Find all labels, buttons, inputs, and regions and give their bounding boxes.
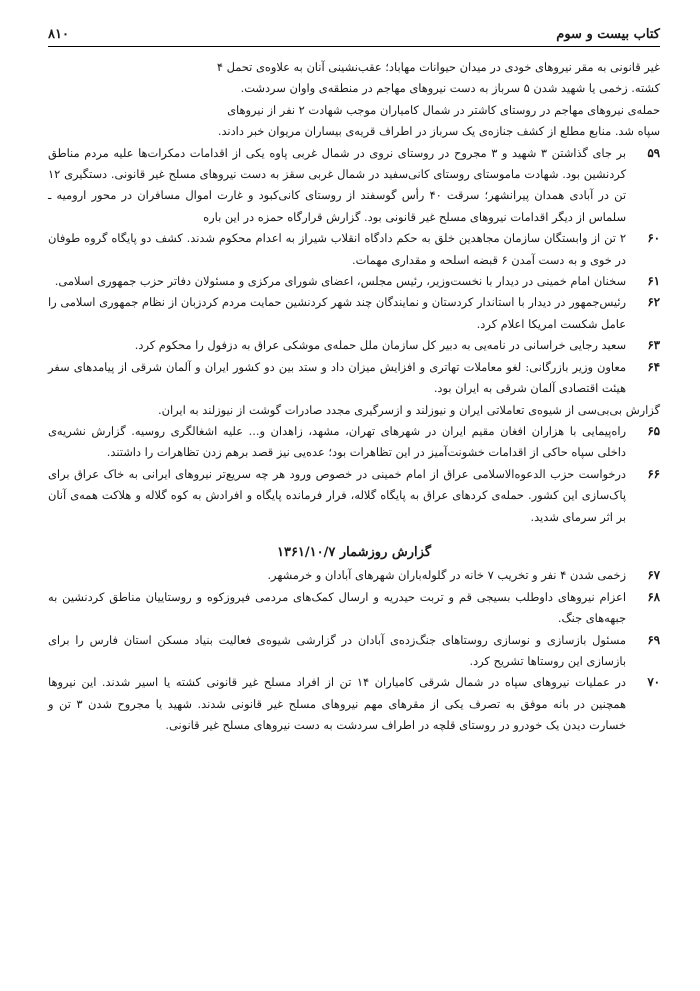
document-page xyxy=(48,18,660,737)
intro-line: کشته. زخمی یا شهید شدن ۵ سرباز به دست نیروهای مهاجم در منطقه‌ی واوان سردشت. xyxy=(240,81,660,96)
entry-number: ۵۹ xyxy=(647,145,660,160)
page-header xyxy=(48,18,660,47)
entry-number: ۶۳ xyxy=(647,338,660,353)
entry-number: ۶۲ xyxy=(647,295,660,310)
entry-65 xyxy=(48,421,660,464)
entry-64 xyxy=(48,357,660,400)
entry-62 xyxy=(48,292,660,335)
section-title: گزارش روزشمار ۱۳۶۱/۱۰/۷ xyxy=(276,544,432,560)
entry-text: سخنان امام خمینی در دیدار با نخست‌وزیر، رئیس مجلس، اعضای شورای مرکزی و مسئولان دفاتر حزب جمهوری اسلامی. xyxy=(54,274,626,289)
entry-60 xyxy=(48,228,660,271)
entry-63 xyxy=(48,335,660,356)
entry-text: رئیس‌جمهور در دیدار با استاندار کردستان و نمایندگان چند شهر کردنشین حمایت مردم کردزبان از نظام جمهوری اسلامی را عامل شکست امریکا اعلام کرد. xyxy=(48,295,626,331)
entry-text: معاون وزیر بازرگانی: لغو معاملات تهاتری و افزایش میزان داد و ستد بین دو کشور ایران و آلمان شرقی از پیامدهای سفر هیئت اقتصادی آلمان شرقی به ایران بود. xyxy=(48,359,626,396)
entry-61 xyxy=(48,271,660,292)
intro-paragraph xyxy=(48,57,660,143)
entry-text: مسئول بازسازی و نوسازی روستاهای جنگ‌زده‌ی آبادان در گزارشی شیوه‌ی فعالیت بنیاد مسکن استان فارس را برای بازسازی این روستاها تشریح کرد. xyxy=(48,632,626,668)
entry-text: زخمی شدن ۴ نفر و تخریب ۷ خانه در گلوله‌باران شهرهای آبادان و خرمشهر. xyxy=(267,568,626,583)
entry-59 xyxy=(48,143,660,229)
entry-text: راه‌پیمایی با هزاران افغان مقیم ایران در شهرهای تهران، مشهد، زاهدان و... علیه اشغالگری روسیه. گزارش نشریه‌ی داخلی سپاه حاکی از اقدامات خشونت‌آمیز در این تظاهرات بود؛ عده‌یی نیز قصد برهم زدن تظاهرات را داشتند. xyxy=(48,423,626,460)
entry-number: ۶۵ xyxy=(647,423,660,438)
entry-number: ۶۱ xyxy=(647,274,660,289)
entry-67 xyxy=(48,565,660,586)
entry-text: در عملیات نیروهای سپاه در شمال شرقی کامیاران ۱۴ تن از افراد مسلح غیر قانونی کشته یا اسیر شدند. این نیروها همچنین در بانه موفق به تصرف یکی از مقرهای مهم نیروهای مسلح غیر قانونی شدند. شهید یا مجروح شدن ۳ تن و خسارت دیدن یک خودرو در روستای قلچه در اطراف سردشت به دست نیروهای مسلح غیر قانونی. xyxy=(48,675,626,733)
entry-number: ۶۰ xyxy=(647,231,660,246)
book-title: کتاب بیست و سوم xyxy=(556,27,660,42)
entry-text: درخواست حزب الدعوه‌الاسلامی عراق از امام خمینی در خصوص ورود هر چه سریع‌تر نیروهای ایرانی به خاک عراق برای پاک‌سازی این کشور. حمله‌ی کردهای عراق به پایگاه گلاله، فرار فرمانده پایگاه و افرادش به کوه گلاله و هلاکت همه‌ی آنان بر اثر سرمای شدید. xyxy=(48,466,626,524)
entry-number: ۶۷ xyxy=(647,568,660,583)
intro-line: سپاه شد. منابع مطلع از کشف جنازه‌ی یک سرباز در اطراف قریه‌ی بیساران مریوان خبر دادند. xyxy=(217,124,660,139)
entry-number: ۷۰ xyxy=(647,675,660,690)
intro-line: غیر قانونی به مقر نیروهای خودی در میدان حیوانات مهاباد؛ عقب‌نشینی آنان به علاوه‌ی تحمل ۴ xyxy=(216,60,660,74)
entry-text: بر جای گذاشتن ۳ شهید و ۳ مجروح در روستای نروی در شمال غربی پاوه یکی از اقدامات دمکرات‌ها علیه مردم مناطق کردنشین بود. شهادت ماموستای روستای کانی‌سفید در شمال غربی سقز به دست نیروهای مسلح غیر قانونی. دستگیری ۱۲ تن در آبادی همدان پیرانشهر؛ سرقت ۴۰ رأس گوسفند از روستای کانی‌کبود و غارت اموال مسافران در محور ارومیه ـ سلماس از دیگر اقدامات نیروهای مسلح غیر قانونی بود. گزارش قرارگاه حمزه در این باره xyxy=(48,145,627,224)
entry-66 xyxy=(48,464,660,528)
entry-text: ۲ تن از وابستگان سازمان مجاهدین خلق به حکم دادگاه انقلاب شیراز به اعدام محکوم شدند. کشف دو پایگاه گروه طوفان در خوی و به دست آمدن ۶ قبضه اسلحه و مقداری مهمات. xyxy=(48,231,626,267)
page-body xyxy=(48,57,660,737)
entry-69 xyxy=(48,630,660,673)
bbc-report-line: گزارش بی‌بی‌سی از شیوه‌ی تعاملاتی ایران و نیوزلند و ازسرگیری مجدد صادرات گوشت از نیوزلند به ایران. xyxy=(157,402,660,417)
entry-number: ۶۹ xyxy=(647,632,660,647)
entry-68 xyxy=(48,587,660,630)
entry-number: ۶۶ xyxy=(647,466,660,481)
entry-number: ۶۴ xyxy=(647,359,660,374)
entry-70 xyxy=(48,672,660,736)
intro-line: حمله‌ی نیروهای مهاجم در روستای کاشتر در شمال کامیاران موجب شهادت ۲ نفر از نیروهای xyxy=(227,102,660,117)
entry-text: سعید رجایی خراسانی در نامه‌یی به دبیر کل سازمان ملل حمله‌ی موشکی عراق به دزفول را محکوم کرد. xyxy=(134,338,626,353)
entry-number: ۶۸ xyxy=(647,589,660,604)
entry-text: اعزام نیروهای داوطلب بسیجی قم و تربت حیدریه و ارسال کمک‌های مردمی فیروزکوه و روستاییان مناطق کردنشین به جبهه‌های جنگ. xyxy=(48,589,626,626)
page-number: ۸۱۰ xyxy=(48,27,69,42)
